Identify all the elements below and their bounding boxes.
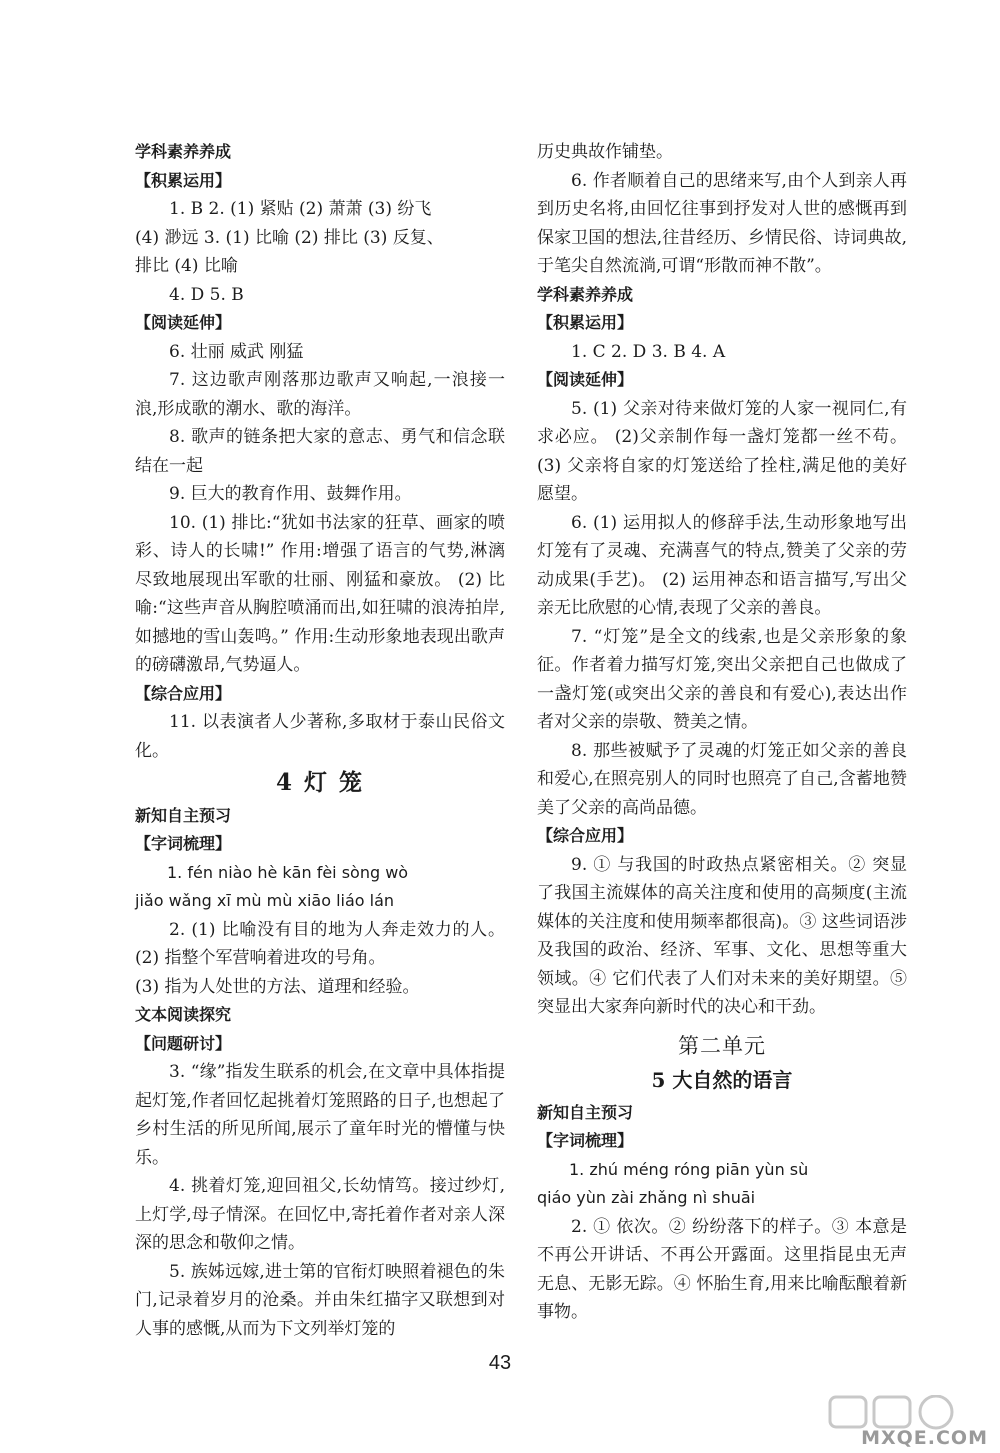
section-heading: 【积累运用】 (537, 313, 634, 332)
answer-paragraph: 4. D 5. B (169, 284, 244, 305)
section-heading: 【阅读延伸】 (135, 313, 232, 332)
answer-paragraph: 8. 那些被赋予了灵魂的灯笼正如父亲的善良和爱心,在照亮别人的同时也照亮了自己,含蓄地赞美了父亲的高尚品德。 (537, 740, 907, 818)
answer-paragraph: 排比 (4) 比喻 (135, 256, 238, 276)
answer-paragraph: 6. 壮丽 威武 刚猛 (169, 341, 304, 362)
answer-paragraph: (4) 渺远 3. (1) 比喻 (2) 排比 (3) 反复、 (135, 227, 444, 248)
unit-title: 第二单元 (678, 1033, 766, 1058)
answer-paragraph: 9. 巨大的教育作用、鼓舞作用。 (169, 484, 412, 504)
answer-paragraph: 7. “灯笼”是全文的线索,也是父亲形象的象征。作者着力描写灯笼,突出父亲把自己也做成了一盏灯笼(或突出父亲的善良和有爱心),表达出作者对父亲的崇敬、赞美之情。 (537, 626, 907, 732)
answer-paragraph: 3. “缘”指发生联系的机会,在文章中具体指提起灯笼,作者回忆起挑着灯笼照路的日子,也想起了乡村生活的所见所闻,展示了童年时光的懵懂与快乐。 (135, 1062, 505, 1168)
answer-paragraph: 6. 作者顺着自己的思绪来写,由个人到亲人再到历史名将,由回忆往事到抒发对人世的感慨再到保家卫国的想法,往昔经历、乡情民俗、诗词典故,于笔尖自然流淌,可谓“形散而神不散”。 (537, 170, 907, 276)
answer-paragraph: 7. 这边歌声刚落那边歌声又响起,一浪接一浪,形成歌的潮水、歌的海洋。 (135, 370, 505, 419)
section-heading: 【字词梳理】 (537, 1131, 634, 1150)
answer-paragraph: 1. C 2. D 3. B 4. A (571, 341, 726, 362)
section-heading: 【综合应用】 (537, 826, 634, 845)
section-heading: 【综合应用】 (135, 683, 232, 703)
answer-paragraph: 4. 挑着灯笼,迎回祖父,长幼情笃。接过纱灯,上灯学,母子情深。在回忆中,寄托着作者对亲人深深的思念和敬仰之情。 (135, 1176, 505, 1253)
lesson-title: 5 大自然的语言 (651, 1068, 793, 1092)
answer-paragraph: 1. B 2. (1) 紧贴 (2) 萧萧 (3) 纷飞 (169, 199, 432, 219)
section-heading: 文本阅读探究 (135, 1005, 232, 1024)
answer-paragraph: 5. (1) 父亲对待来做灯笼的人家一视同仁,有求必应。 (2)父亲制作每一盏灯笼都一丝不苟。 (3) 父亲将自家的灯笼送给了拴柱,满足他的美好愿望。 (537, 398, 907, 504)
answer-paragraph: 历史典故作铺垫。 (537, 142, 673, 162)
answer-paragraph: 6. (1) 运用拟人的修辞手法,生动形象地写出灯笼有了灵魂、充满喜气的特点,赞美了父亲的劳动成果(手艺)。 (2) 运用神态和语言描写,写出父亲无比欣慰的心情,表现了父亲的善良。 (537, 512, 907, 618)
section-heading: 【字词梳理】 (135, 834, 232, 853)
answer-paragraph: 2. (1) 比喻没有目的地为人奔走效力的人。 (2) 指整个军营响着进攻的号角。 (135, 919, 505, 968)
left-column (135, 138, 505, 1343)
pinyin-line: 1. fén niào hè kān fèi sòng wò (167, 862, 409, 882)
page-number: 43 (488, 1352, 512, 1374)
pinyin-line: 1. zhú méng róng piān yùn sù (569, 1159, 809, 1179)
section-heading: 新知自主预习 (537, 1102, 634, 1122)
section-heading: 【积累运用】 (135, 170, 232, 190)
answer-paragraph: 2. ① 依次。② 纷纷落下的样子。③ 本意是不再公开讲话、不再公开露面。这里指昆虫无声无息、无影无踪。④ 怀胎生育,用来比喻酝酿着新事物。 (537, 1216, 907, 1322)
section-heading: 学科素养养成 (135, 142, 232, 161)
answer-paragraph: 8. 歌声的链条把大家的意志、勇气和信念联结在一起 (135, 427, 505, 476)
answer-paragraph: 11. 以表演者人少著称,多取材于泰山民俗文化。 (135, 712, 505, 761)
lesson-title: 4 灯 笼 (275, 769, 365, 796)
section-heading: 【阅读延伸】 (537, 370, 634, 389)
section-heading: 【问题研讨】 (135, 1033, 232, 1053)
section-heading: 学科素养养成 (537, 284, 634, 304)
watermark-text: MXQE.COM (861, 1427, 988, 1449)
answer-paragraph: (3) 指为人处世的方法、道理和经验。 (135, 976, 420, 997)
section-heading: 新知自主预习 (135, 805, 232, 825)
right-column (537, 138, 907, 1327)
pinyin-line: jiǎo wǎng xī mù mù xiāo liáo lán (135, 891, 395, 910)
answer-paragraph: 9. ① 与我国的时政热点紧密相关。② 突显了我国主流媒体的高关注度和使用的高频度(主流媒体的关注度和使用频率都很高)。③ 这些词语涉及我国的政治、经济、军事、文化、思想等重大领域。④ 它们代表了人们对未来的美好期望。⑤ 突显出大家奔向新时代的决心和干劲。 (537, 854, 907, 1017)
pinyin-line: qiáo yùn zài zhǎng nì shuāi (537, 1188, 756, 1207)
answer-paragraph: 5. 族姊远嫁,进士第的官衔灯映照着褪色的朱门,记录着岁月的沧桑。并由朱红描字又联想到对人事的感慨,从而为下文列举灯笼的 (135, 1261, 505, 1339)
answer-paragraph: 10. (1) 排比:“犹如书法家的狂草、画家的喷彩、诗人的长啸!” 作用:增强了语言的气势,淋漓尽致地展现出军歌的壮丽、刚猛和豪放。 (2) 比喻:“这些声音从胸腔喷涌而出,如狂啸的浪涛拍岸,如撼地的雪山轰鸣。” 作用:生动形象地表现出歌声的磅礴激昂,气势逼人。 (135, 512, 505, 675)
